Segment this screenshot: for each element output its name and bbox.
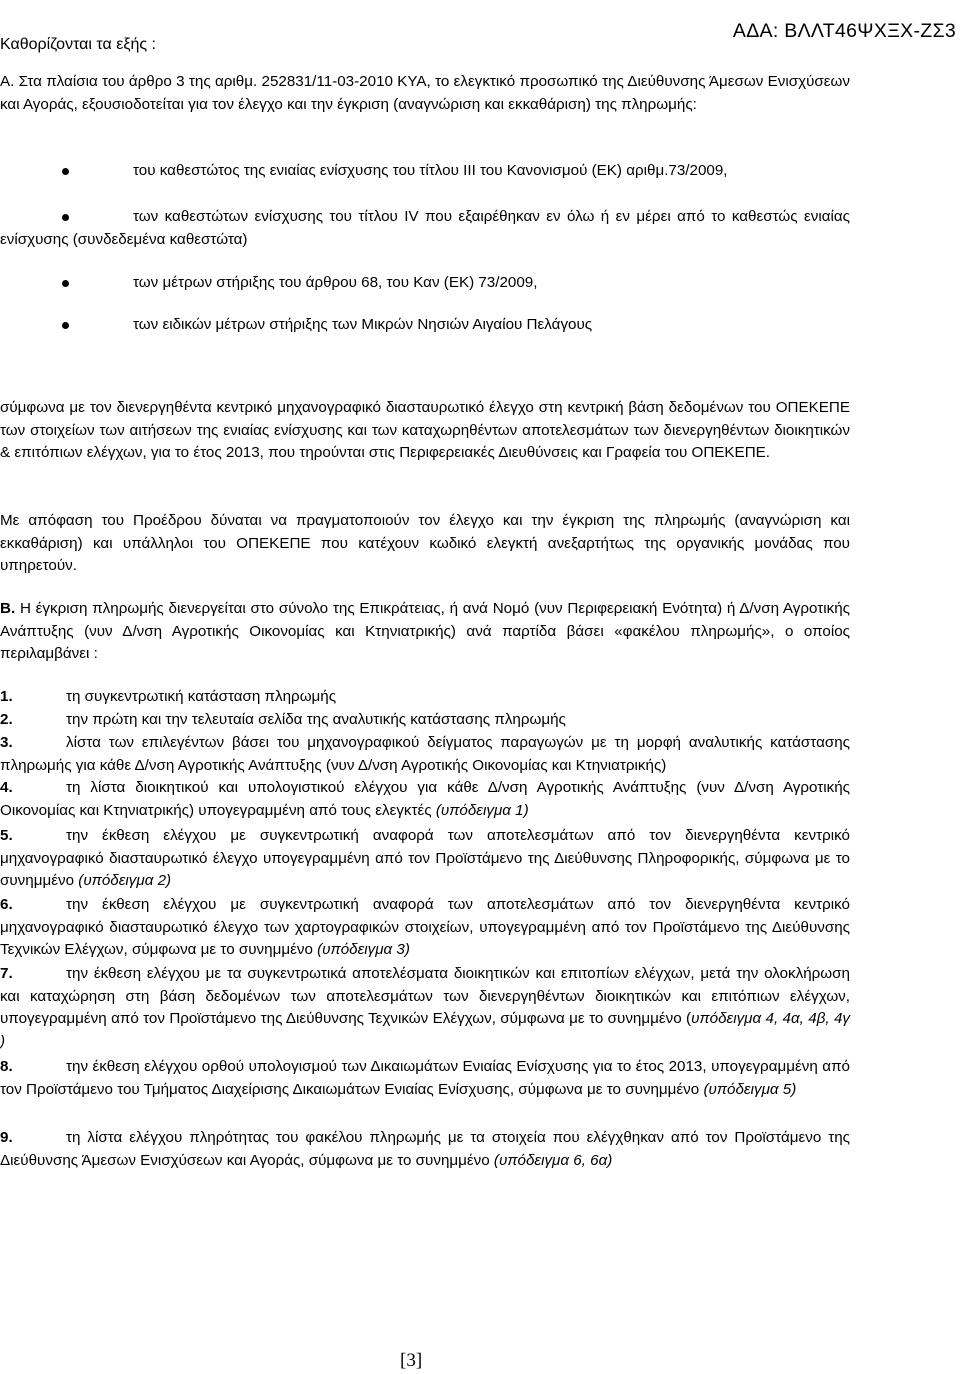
list-item-text: την έκθεση ελέγχου ορθού υπολογισμού των Δικαιωμάτων Ενιαίας Ενίσχυσης για το έτος 2013, υπογεγραμμένη από τον Προϊστάμενο του Τμήματος Διαχείρισης Δικαιωμάτων Ενιαίας Ενίσχυσης, σύμφωνα με το συνημμένο	[0, 1058, 850, 1098]
list-item	[0, 825, 850, 893]
list-item-reference: (υπόδειγμα 5)	[703, 1080, 797, 1098]
bullet-item	[0, 206, 850, 251]
list-item-text: λίστα των επιλεγέντων βάσει του μηχανογραφικού δείγματος παραγωγών με τη μορφή αναλυτικής κατάστασης πληρωμής για κάθε Δ/νση Αγροτικής Ανάπτυξης (νυν Δ/νση Αγροτικής Οικονομίας και Κτηνιατρικής)	[0, 734, 850, 774]
list-item	[0, 709, 850, 732]
list-item-number: 9.	[0, 1129, 13, 1146]
list-item-text: την πρώτη και την τελευταία σελίδα της αναλυτικής κατάστασης πληρωμής	[66, 711, 566, 728]
list-item-text: τη συγκεντρωτική κατάσταση πληρωμής	[66, 688, 337, 705]
list-item	[0, 686, 850, 709]
section-a-paragraph-1: σύμφωνα με τον διενεργηθέντα κεντρικό μηχανογραφικό διασταυρωτικό έλεγχο στη κεντρική βάση δεδομένων του ΟΠΕΚΕΠΕ των στοιχείων των αιτήσεων της ενιαίας ενίσχυσης και των καταχωρηθέντων αποτελεσμάτων των διενεργηθέντων διοικητικών & επιτόπιων ελέγχων, για το έτος 2013, που τηρούνται στις Περιφερειακές Διευθύνσεις και Γραφεία του ΟΠΕΚΕΠΕ.	[0, 399, 850, 462]
list-item	[0, 963, 850, 1053]
list-item	[0, 732, 850, 777]
bullet-icon	[62, 214, 69, 221]
section-b-label: Β.	[0, 600, 16, 617]
list-item-reference: (υπόδειγμα 6, 6α)	[493, 1151, 613, 1169]
list-item-number: 8.	[0, 1058, 13, 1075]
section-a-intro: Α. Στα πλαίσια του άρθρο 3 της αριθμ. 252831/11-03-2010 ΚΥΑ, το ελεγκτικό προσωπικό της Διεύθυνσης Άμεσων Ενισχύσεων και Αγοράς, εξουσιοδοτείται για τον έλεγχο και την έγκριση (αναγνώριση και εκκαθάριση) της πληρωμής:	[0, 73, 850, 113]
list-item	[0, 1127, 850, 1172]
list-item-reference: (υπόδειγμα 2)	[78, 872, 172, 890]
list-item-number: 1.	[0, 688, 13, 705]
bullet-icon	[62, 168, 69, 175]
list-item-reference: (υπόδειγμα 1)	[435, 801, 529, 819]
bullet-text: των καθεστώτων ενίσχυσης του τίτλου IV που εξαιρέθηκαν εν όλω ή εν μέρει από το καθεστώς ενιαίας ενίσχυσης (συνδεδεμένα καθεστώτα)	[0, 208, 850, 248]
bullet-text: των ειδικών μέτρων στήριξης των Μικρών Νησιών Αιγαίου Πελάγους	[133, 316, 593, 333]
list-item-text: τη λίστα ελέγχου πληρότητας του φακέλου πληρωμής με τα στοιχεία που ελέγχθηκαν από τον Προϊστάμενο της Διεύθυνσης Άμεσων Ενισχύσεων και Αγοράς, σύμφωνα με το συνημμένο	[0, 1129, 850, 1169]
list-item-text: την έκθεση ελέγχου με συγκεντρωτική αναφορά των αποτελεσμάτων από τον διενεργηθέντα κεντρικό μηχανογραφικό διασταυρωτικό έλεγχο υπογεγραμμένη από τον Προϊστάμενο της Διεύθυνσης Πληροφορικής, σύμφωνα με το συνημμένο	[0, 827, 850, 890]
bullet-item	[0, 314, 850, 337]
section-b-intro-text: Η έγκριση πληρωμής διενεργείται στο σύνολο της Επικράτειας, ή ανά Νομό (νυν Περιφερειακή Ενότητα) ή Δ/νση Αγροτικής Ανάπτυξης (νυν Δ/νση Αγροτικής Οικονομίας και Κτηνιατρικής) ανά παρτίδα βάσει «φακέλου πληρωμής», ο οποίος περιλαμβάνει :	[0, 600, 850, 663]
list-item-number: 6.	[0, 896, 13, 913]
list-item-number: 2.	[0, 711, 13, 728]
list-item-reference: (υπόδειγμα 3)	[317, 941, 410, 959]
bullet-text: των μέτρων στήριξης του άρθρου 68, του Καν (ΕΚ) 73/2009,	[133, 274, 538, 291]
section-a-paragraph-2: Με απόφαση του Προέδρου δύναται να πραγματοποιούν τον έλεγχο και την έγκριση της πληρωμής (αναγνώριση και εκκαθάριση) και υπάλληλοι του ΟΠΕΚΕΠΕ που κατέχουν κωδικό ελεγκτή ανεξαρτήτως της οργανικής μονάδας που υπηρετούν.	[0, 512, 850, 575]
list-item-number: 5.	[0, 827, 13, 844]
page-number: [3]	[400, 1350, 423, 1371]
list-item-number: 3.	[0, 734, 13, 751]
page-heading: Καθορίζονται τα εξής :	[0, 36, 156, 53]
bullet-item	[0, 272, 850, 295]
section-b-intro	[0, 598, 850, 666]
bullet-icon	[62, 280, 69, 287]
ada-code: ΑΔΑ: ΒΛΛΤ46ΨΧΞΧ-ΖΣ3	[732, 20, 956, 42]
bullet-icon	[62, 322, 69, 329]
list-item-text: την έκθεση ελέγχου με τα συγκεντρωτικά αποτελέσματα διοικητικών και επιτοπίων ελέγχων, μετά την ολοκλήρωση και καταχώρηση στη βάση δεδομένων των αποτελεσμάτων των διενεργηθέντων διοικητικών και επιτόπιων ελέγχων, υπογεγραμμένη από τον Προϊστάμενο της Διεύθυνσης Τεχνικών Ελέγχων, σύμφωνα με το συνημμένο (	[0, 965, 850, 1028]
list-item	[0, 894, 850, 962]
bullet-item	[0, 160, 850, 183]
list-item-text: την έκθεση ελέγχου με συγκεντρωτική αναφορά των αποτελεσμάτων από τον διενεργηθέντα κεντρικό μηχανογραφικό διασταυρωτικό έλεγχο των χαρτογραφικών στοιχείων, υπογεγραμμένη από τον Προϊστάμενο της Διεύθυνσης Τεχνικών Ελέγχων, σύμφωνα με το συνημμένο	[0, 896, 850, 959]
list-item-text: τη λίστα διοικητικού και υπολογιστικού ελέγχου για κάθε Δ/νση Αγροτικής Ανάπτυξης (νυν Δ/νση Αγροτικής Οικονομίας και Κτηνιατρικής) υπογεγραμμένη από τους ελεγκτές	[0, 779, 850, 819]
list-item-number: 4.	[0, 779, 13, 796]
list-item	[0, 1056, 850, 1101]
list-item-reference: υπόδειγμα 4, 4α, 4β, 4γ )	[0, 1010, 850, 1050]
list-item-number: 7.	[0, 965, 13, 982]
bullet-text: του καθεστώτος της ενιαίας ενίσχυσης του τίτλου ΙΙΙ του Κανονισμού (ΕΚ) αριθμ.73/2009,	[133, 162, 728, 179]
list-item	[0, 777, 850, 822]
